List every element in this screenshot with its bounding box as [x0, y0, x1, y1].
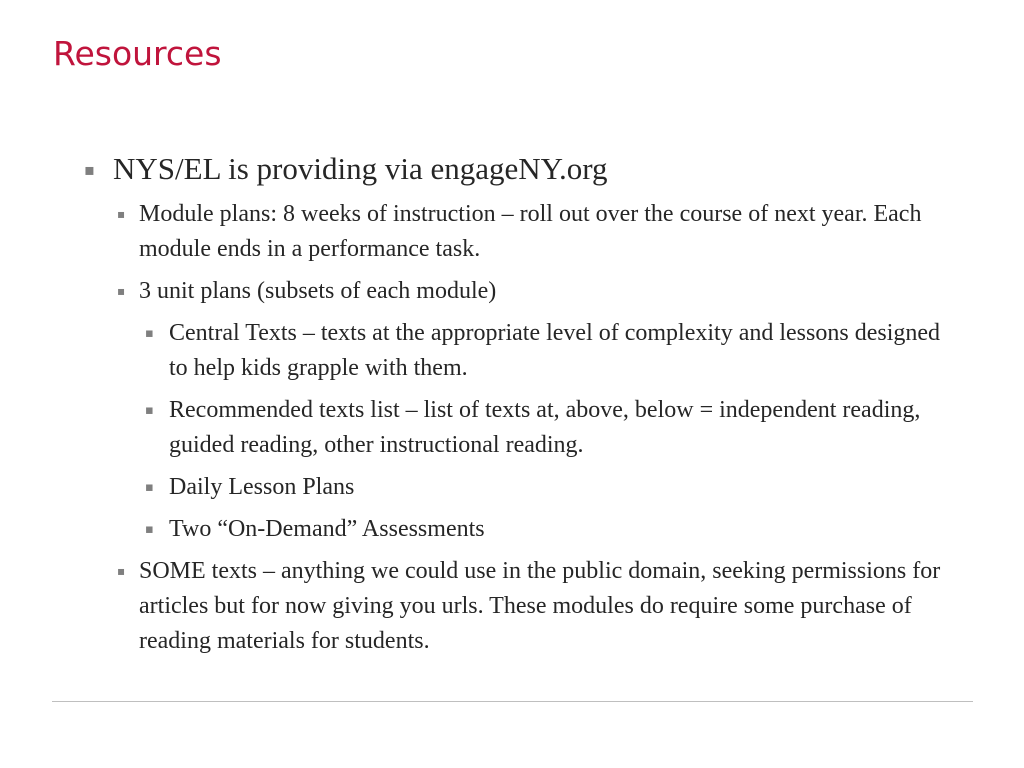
bullet-item-level3 [0, 470, 959, 505]
bullet-text: Recommended texts list – list of texts at, above, below = independent reading, guided reading, other instructional reading. [169, 397, 921, 459]
square-bullet-icon: ▪ [145, 480, 154, 496]
bullet-text: Daily Lesson Plans [169, 474, 355, 501]
bullet-item-level2 [0, 274, 969, 309]
square-bullet-icon: ▪ [145, 403, 154, 419]
bullet-item-level3 [0, 316, 959, 386]
square-bullet-icon: ▪ [117, 284, 126, 299]
bullet-text: 3 unit plans (subsets of each module) [139, 278, 497, 305]
bullet-list [0, 150, 1024, 666]
bullet-text: Central Texts – texts at the appropriate level of complexity and lessons designed to help kids grapple with them. [169, 320, 941, 382]
bullet-item-level1 [0, 150, 993, 187]
bullet-text: SOME texts – anything we could use in the public domain, seeking permissions for articles but for now giving you urls. These modules do require some purchase of reading materials for students. [139, 558, 941, 655]
square-bullet-icon: ▪ [117, 207, 126, 222]
slide-title: Resources [53, 34, 222, 73]
square-bullet-icon: ▪ [117, 564, 126, 579]
bullet-item-level3 [0, 512, 959, 547]
bullet-item-level2 [0, 197, 969, 267]
square-bullet-icon: ▪ [84, 160, 95, 179]
bullet-item-level3 [0, 393, 959, 463]
square-bullet-icon: ▪ [145, 522, 154, 538]
bullet-text: Module plans: 8 weeks of instruction – roll out over the course of next year. Each module ends in a performance task. [139, 201, 922, 263]
bullet-text: Two “On-Demand” Assessments [169, 516, 485, 543]
bullet-item-level2 [0, 554, 969, 659]
square-bullet-icon: ▪ [145, 326, 154, 342]
footer-divider [52, 701, 973, 702]
bullet-text: NYS/EL is providing via engageNY.org [113, 151, 608, 186]
